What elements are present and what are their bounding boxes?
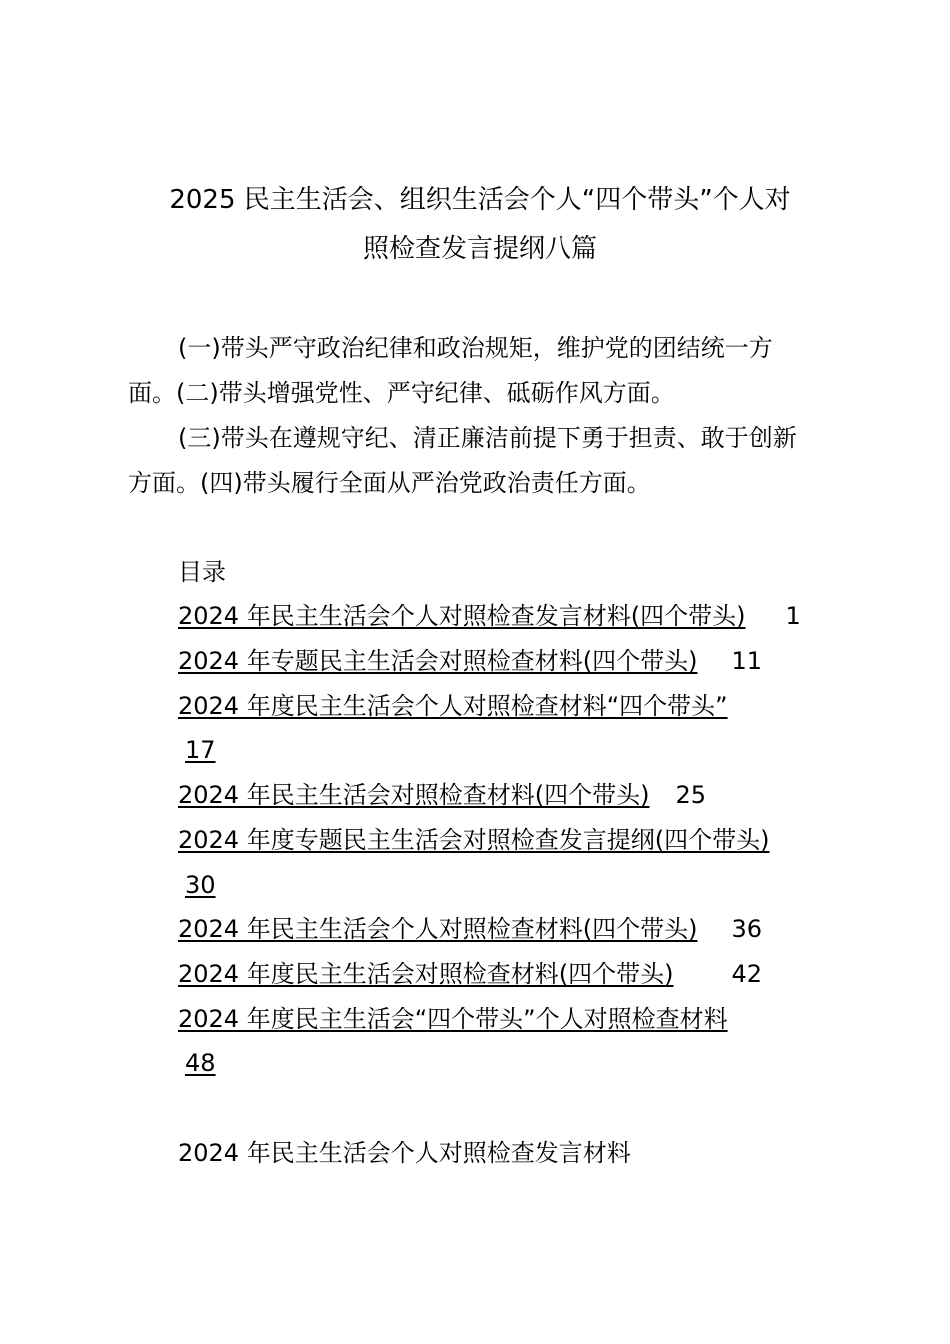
toc-entry-page: 11 bbox=[731, 647, 762, 675]
toc-entry-continuation[interactable] bbox=[128, 1046, 216, 1080]
toc-entry-title: 2024 年度民主生活会对照检查材料(四个带头) bbox=[178, 960, 674, 988]
toc-entry-title: 2024 年专题民主生活会对照检查材料(四个带头) bbox=[178, 647, 698, 675]
toc-entry-continuation[interactable] bbox=[128, 733, 216, 767]
paragraph-2-line-1: (三)带头在遵规守纪、清正廉洁前提下勇于担责、敢于创新 bbox=[178, 424, 797, 452]
toc-entry[interactable] bbox=[178, 599, 801, 633]
toc-entry-page: 48 bbox=[185, 1049, 216, 1077]
toc-entry-title: 2024 年度民主生活会“四个带头”个人对照检查材料 bbox=[178, 1005, 728, 1033]
paragraph-1-line-1: (一)带头严守政治纪律和政治规矩，维护党的团结统一方 bbox=[178, 334, 773, 362]
toc-entry-page: 42 bbox=[731, 960, 762, 988]
toc-entry-page: 1 bbox=[785, 602, 801, 630]
toc-heading: 目录 bbox=[178, 558, 226, 586]
document-title-line-2: 照检查发言提纲八篇 bbox=[362, 234, 597, 264]
toc-entry-continuation[interactable] bbox=[128, 868, 216, 902]
toc-entry[interactable] bbox=[178, 823, 769, 857]
document-title-line-1: 2025 民主生活会、组织生活会个人“四个带头”个人对 bbox=[169, 185, 791, 215]
toc-entry[interactable] bbox=[178, 912, 762, 946]
paragraph-1-line-2: 面。(二)带头增强党性、严守纪律、砥砺作风方面。 bbox=[128, 379, 675, 407]
toc-entry[interactable] bbox=[178, 689, 728, 723]
toc-entry[interactable] bbox=[178, 957, 762, 991]
toc-entry-page: 36 bbox=[731, 915, 762, 943]
toc-entry-title: 2024 年度专题民主生活会对照检查发言提纲(四个带头) bbox=[178, 826, 770, 854]
toc-entry-title: 2024 年度民主生活会个人对照检查材料“四个带头” bbox=[178, 692, 728, 720]
toc-entry-title: 2024 年民主生活会对照检查材料(四个带头) bbox=[178, 781, 650, 809]
toc-entry-page: 30 bbox=[185, 871, 216, 899]
toc-entry-title: 2024 年民主生活会个人对照检查材料(四个带头) bbox=[178, 915, 698, 943]
toc-entry-page: 25 bbox=[675, 781, 706, 809]
paragraph-2-line-2: 方面。(四)带头履行全面从严治党政治责任方面。 bbox=[128, 469, 651, 497]
toc-entry-page: 17 bbox=[185, 736, 216, 764]
toc-entry[interactable] bbox=[178, 644, 762, 678]
toc-entry[interactable] bbox=[178, 778, 706, 812]
toc-entry-title: 2024 年民主生活会个人对照检查发言材料(四个带头) bbox=[178, 602, 746, 630]
toc-entry[interactable] bbox=[178, 1002, 728, 1036]
section-heading: 2024 年民主生活会个人对照检查发言材料 bbox=[178, 1139, 631, 1167]
